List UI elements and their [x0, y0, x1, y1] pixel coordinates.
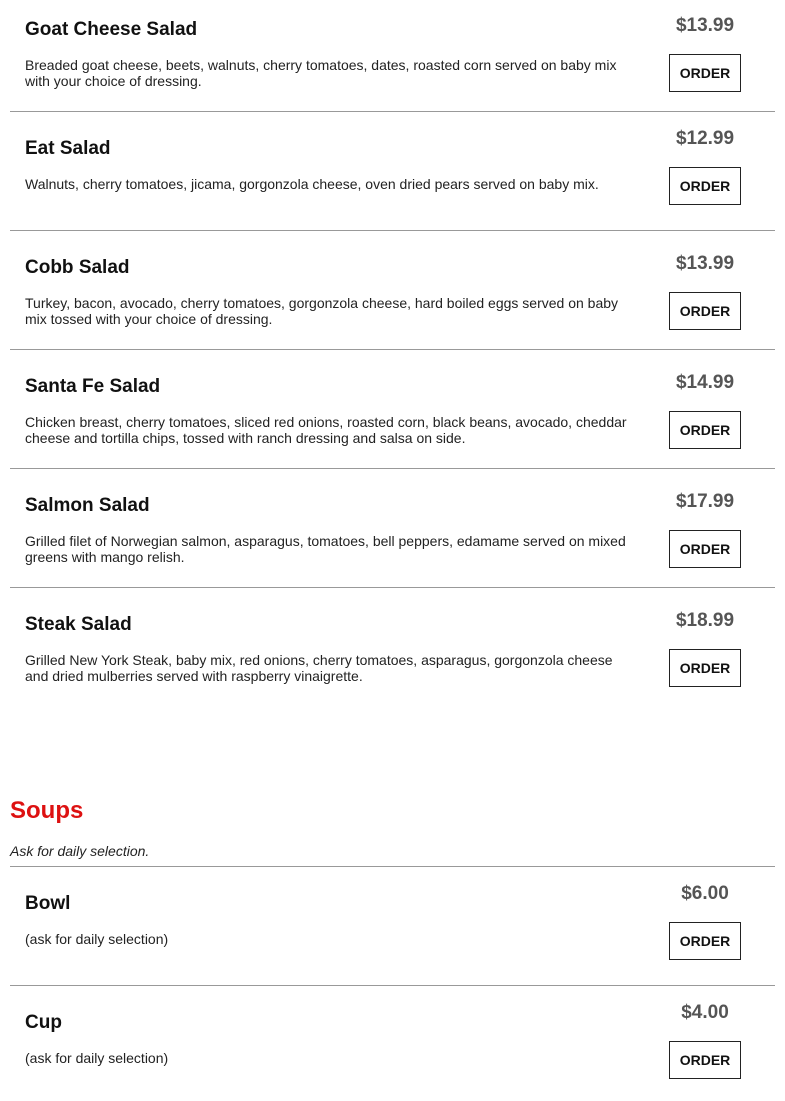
menu-item-cobb-salad — [10, 231, 775, 350]
order-button[interactable]: ORDER — [669, 54, 741, 92]
menu-item-bowl — [10, 867, 775, 986]
section-note: Ask for daily selection. — [10, 843, 150, 859]
menu-item-salmon-salad — [10, 469, 775, 588]
item-price: $18.99 — [675, 610, 735, 631]
item-price: $6.00 — [681, 883, 729, 904]
menu-item-cup — [10, 986, 775, 1101]
item-description: Chicken breast, cherry tomatoes, sliced red onions, roasted corn, black beans, avocado, cheddar cheese and tortilla chips, tossed with ranch dressing and salsa on side. — [25, 414, 627, 446]
order-button[interactable]: ORDER — [669, 649, 741, 687]
order-button[interactable]: ORDER — [669, 530, 741, 568]
order-button[interactable]: ORDER — [669, 292, 741, 330]
item-description: Grilled New York Steak, baby mix, red onions, cherry tomatoes, asparagus, gorgonzola cheese and dried mulberries served with raspberry vinaigrette. — [25, 652, 613, 684]
item-name: Eat Salad — [25, 138, 111, 159]
item-name: Goat Cheese Salad — [25, 19, 198, 40]
item-description: Walnuts, cherry tomatoes, jicama, gorgonzola cheese, oven dried pears served on baby mix. — [25, 176, 599, 192]
item-name: Cobb Salad — [25, 257, 130, 278]
menu-item-santa-fe-salad — [10, 350, 775, 469]
order-button[interactable]: ORDER — [669, 411, 741, 449]
order-button[interactable]: ORDER — [669, 922, 741, 960]
item-description: Breaded goat cheese, beets, walnuts, cherry tomatoes, dates, roasted corn served on baby mix with your choice of dressing. — [25, 57, 617, 89]
item-name: Steak Salad — [25, 614, 132, 635]
item-description: Grilled filet of Norwegian salmon, asparagus, tomatoes, bell peppers, edamame served on mixed greens with mango relish. — [25, 533, 626, 565]
item-name: Cup — [25, 1012, 62, 1033]
menu-item-eat-salad — [10, 112, 775, 231]
item-description: Turkey, bacon, avocado, cherry tomatoes, gorgonzola cheese, hard boiled eggs served on baby mix tossed with your choice of dressing. — [25, 295, 619, 327]
menu-item-goat-cheese-salad — [10, 0, 775, 112]
item-price: $4.00 — [681, 1002, 729, 1023]
section-title-soups: Soups — [10, 797, 84, 824]
item-description: (ask for daily selection) — [25, 1050, 169, 1066]
item-price: $14.99 — [675, 372, 735, 393]
order-button[interactable]: ORDER — [669, 1041, 741, 1079]
item-price: $12.99 — [675, 128, 735, 149]
item-description: (ask for daily selection) — [25, 931, 169, 947]
item-price: $13.99 — [675, 253, 735, 274]
item-name: Bowl — [25, 893, 71, 914]
menu-item-steak-salad — [10, 588, 775, 707]
item-price: $13.99 — [675, 15, 735, 36]
order-button[interactable]: ORDER — [669, 167, 741, 205]
item-name: Santa Fe Salad — [25, 376, 161, 397]
item-price: $17.99 — [675, 491, 735, 512]
item-name: Salmon Salad — [25, 495, 150, 516]
